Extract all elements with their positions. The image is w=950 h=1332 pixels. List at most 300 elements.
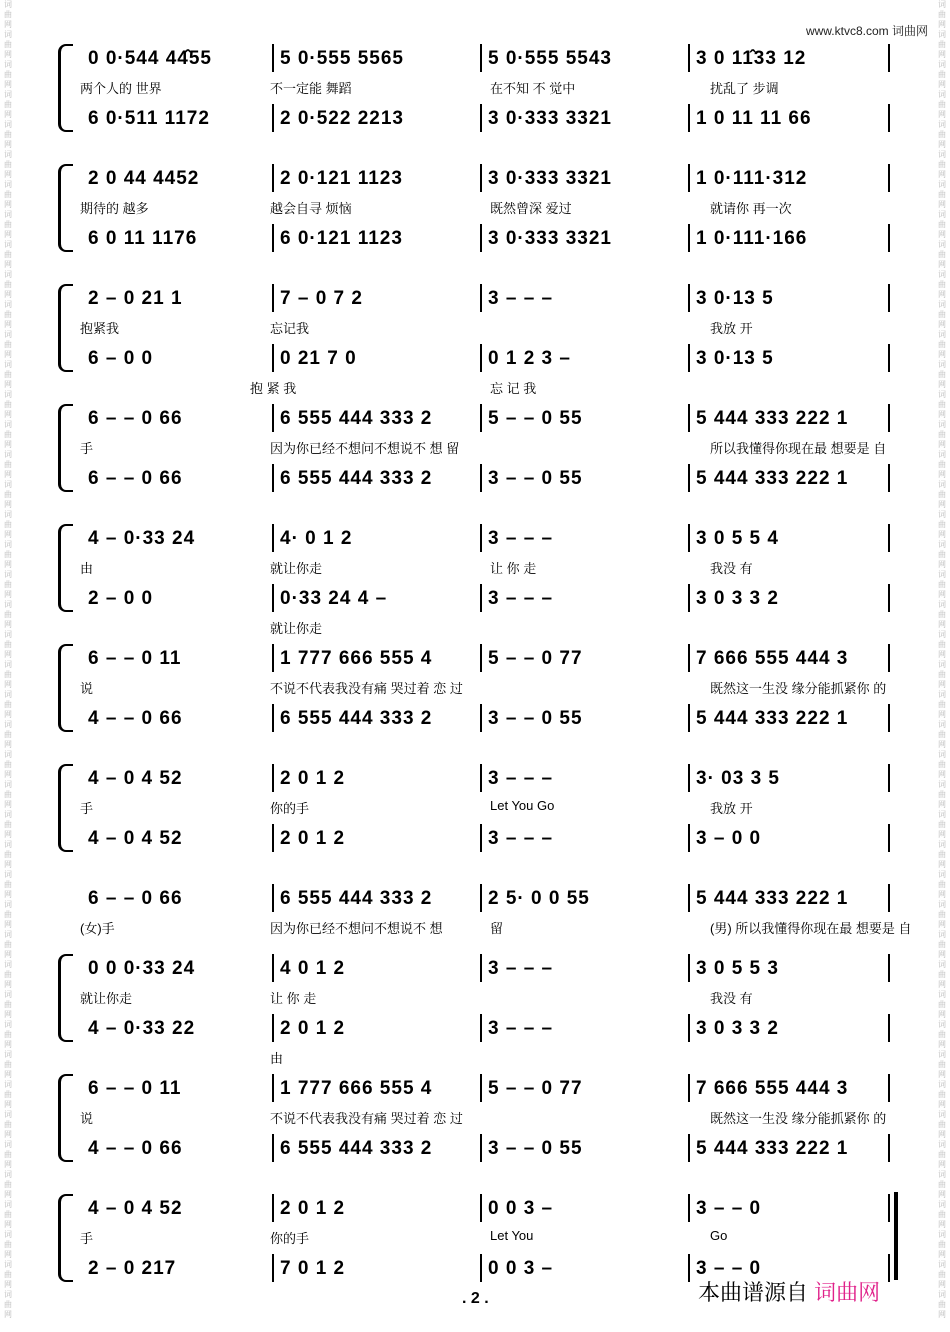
barline: [480, 404, 482, 432]
barline: [272, 584, 274, 612]
watermark-text: 词 曲 网: [938, 990, 946, 1019]
barline: [888, 884, 890, 912]
watermark-text: 词 曲 网: [4, 900, 12, 929]
watermark-text: 词 曲 网: [4, 270, 12, 299]
measure-notes: 3 0·13 5: [696, 288, 774, 309]
barline: [272, 224, 274, 252]
upper-voice-row: [70, 48, 894, 96]
site-brand: 词曲网: [891, 24, 928, 38]
watermark-text: 词 曲 网: [938, 780, 946, 809]
measure-notes: 4 – 0 4 52: [88, 828, 183, 849]
watermark-text: 词 曲 网: [938, 870, 946, 899]
watermark-text: 词 曲 网: [4, 720, 12, 749]
measure-notes: 6 – – 0 66: [88, 468, 183, 489]
watermark-text: 词 曲 网: [4, 150, 12, 179]
barline: [688, 344, 690, 372]
lyric-line: 越会自寻 烦恼: [270, 201, 352, 216]
watermark-text: 词 曲 网: [4, 1200, 12, 1229]
lyric-line: 忘记我: [270, 321, 310, 336]
barline: [272, 104, 274, 132]
barline: [688, 954, 690, 982]
measure-notes: 2 – 0 0: [88, 588, 154, 609]
barline: [888, 644, 890, 672]
barline: [888, 224, 890, 252]
barline: [688, 524, 690, 552]
measure-notes: 4 – 0·33 22: [88, 1018, 196, 1039]
watermark-text: 词 曲 网: [4, 510, 12, 539]
measure-notes: 3 – – 0 55: [488, 1138, 583, 1159]
lyric-line: 不说不代表我没有痛 哭过着 恋 过: [270, 681, 463, 696]
watermark-text: 词 曲 网: [4, 120, 12, 149]
barline: [480, 1194, 482, 1222]
measure-notes: 4 0 1 2: [280, 958, 346, 979]
watermark-text: 词 曲 网: [4, 840, 12, 869]
upper-voice-row: [70, 958, 894, 1006]
barline: [272, 464, 274, 492]
measure-notes: 4 – – 0 66: [88, 708, 183, 729]
measure-notes: 2 5· 0 0 55: [488, 888, 590, 909]
lyric-line: 说: [80, 1111, 94, 1126]
watermark-text: 词 曲 网: [4, 90, 12, 119]
measure-notes: 5 – – 0 77: [488, 1078, 583, 1099]
barline: [888, 464, 890, 492]
watermark-text: 词 曲 网: [4, 300, 12, 329]
barline: [272, 524, 274, 552]
score-system: [58, 648, 894, 732]
measure-notes: 7 666 555 444 3: [696, 1078, 849, 1099]
upper-voice-row: [70, 1198, 894, 1246]
measure-notes: 3 – – –: [488, 958, 554, 979]
barline: [688, 104, 690, 132]
watermark-text: 词 曲 网: [938, 1050, 946, 1079]
watermark-text: 词 曲 网: [938, 660, 946, 689]
measure-notes: 3 – – 0 55: [488, 708, 583, 729]
barline: [272, 764, 274, 792]
barline: [688, 164, 690, 192]
watermark-text: 词 曲 网: [938, 1140, 946, 1169]
barline: [272, 1194, 274, 1222]
watermark-text: 词 曲 网: [938, 810, 946, 839]
measure-notes: 6 – – 0 11: [88, 1078, 182, 1099]
barline: [888, 524, 890, 552]
watermark-text: 词 曲 网: [938, 270, 946, 299]
watermark-text: 词 曲 网: [938, 300, 946, 329]
barline: [888, 404, 890, 432]
lyric-line: (男) 所以我懂得你现在最 想要是 自: [710, 921, 912, 936]
lower-voice-row: [70, 1138, 894, 1164]
watermark-text: 词 曲 网: [938, 450, 946, 479]
lyric-line: 不一定能 舞蹈: [270, 81, 352, 96]
upper-voice-row: [70, 1078, 894, 1126]
measure-notes: 0 0 0·33 24: [88, 958, 196, 979]
barline: [480, 1014, 482, 1042]
measure-notes: 3 0 5 5 3: [696, 958, 779, 979]
watermark-text: 词 曲 网: [4, 1020, 12, 1049]
barline: [272, 344, 274, 372]
watermark-text: 词 曲 网: [938, 630, 946, 659]
barline: [480, 824, 482, 852]
measure-notes: 5 – – 0 55: [488, 408, 583, 429]
measure-notes: 6 – 0 0: [88, 348, 154, 369]
watermark-text: 词 曲 网: [4, 1290, 12, 1319]
lower-voice-row: [70, 1018, 894, 1066]
watermark-text: 词 曲 网: [4, 960, 12, 989]
measure-notes: 3 0·333 3321: [488, 168, 612, 189]
measure-notes: 3 0·13 5: [696, 348, 774, 369]
watermark-text: 词 曲 网: [938, 360, 946, 389]
barline: [272, 284, 274, 312]
measure-notes: 3 0 11̂33 12: [696, 48, 807, 69]
measure-notes: 3 – – –: [488, 288, 554, 309]
barline: [480, 1074, 482, 1102]
watermark-text: 词 曲 网: [938, 1020, 946, 1049]
barline: [272, 404, 274, 432]
watermark-text: 词 曲 网: [938, 30, 946, 59]
measure-notes: 4· 0 1 2: [280, 528, 353, 549]
measure-notes: 1 777 666 555 4: [280, 648, 433, 669]
watermark-text: 词 曲 网: [938, 0, 946, 29]
site-url[interactable]: www.ktvc8.com: [805, 24, 889, 38]
measure-notes: 2 0 1 2: [280, 1198, 346, 1219]
lyric-line: 手: [80, 801, 94, 816]
score-system: [58, 768, 894, 852]
barline: [272, 164, 274, 192]
barline: [888, 1014, 890, 1042]
barline: [888, 824, 890, 852]
lyric-line: 抱紧我: [80, 321, 120, 336]
watermark-text: 词 曲 网: [4, 1050, 12, 1079]
lyric-line: 说: [80, 681, 94, 696]
measure-notes: 6 0 11 1176: [88, 228, 198, 249]
barline: [888, 1074, 890, 1102]
score-system: [58, 408, 894, 492]
measure-notes: 4 – – 0 66: [88, 1138, 183, 1159]
watermark-text: 词 曲 网: [4, 450, 12, 479]
watermark-text: 词 曲 网: [4, 1140, 12, 1169]
watermark-text: 词 曲 网: [4, 390, 12, 419]
barline: [688, 1014, 690, 1042]
watermark-text: 词 曲 网: [938, 330, 946, 359]
measure-notes: 2 – 0 21 1: [88, 288, 183, 309]
watermark-text: 词 曲 网: [938, 1080, 946, 1109]
measure-notes: 3 – 0 0: [696, 828, 762, 849]
watermark-text: 词 曲 网: [4, 540, 12, 569]
measure-notes: 5 444 333 222 1: [696, 1138, 849, 1159]
lyric-line: 因为你已经不想问不想说不 想 留: [270, 441, 460, 456]
lyric-line: 不说不代表我没有痛 哭过着 恋 过: [270, 1111, 463, 1126]
barline: [888, 954, 890, 982]
watermark-text: 词 曲 网: [4, 570, 12, 599]
lyric-line: 手: [80, 441, 94, 456]
watermark-text: 词 曲 网: [4, 360, 12, 389]
upper-voice-row: [70, 648, 894, 696]
measure-notes: 3 0·333 3321: [488, 108, 612, 129]
watermark-text: 词 曲 网: [938, 960, 946, 989]
lyric-line: Let You Go: [490, 798, 555, 813]
lyric-line: 你的手: [270, 801, 310, 816]
lyric-line: 就让你走: [270, 561, 323, 576]
lyric-line: 就让你走: [270, 621, 323, 636]
measure-notes: 3· 03 3 5: [696, 768, 780, 789]
measure-notes: 2 0 1 2: [280, 768, 346, 789]
measure-notes: 5 444 333 222 1: [696, 888, 849, 909]
measure-notes: 3 – – 0 55: [488, 468, 583, 489]
barline: [888, 44, 890, 72]
barline: [272, 644, 274, 672]
lyric-line: 我没 有: [710, 561, 753, 576]
barline: [688, 404, 690, 432]
watermark-text: 词 曲 网: [4, 750, 12, 779]
lyric-line: 让 你 走: [490, 561, 537, 576]
measure-notes: 1 777 666 555 4: [280, 1078, 433, 1099]
barline: [272, 44, 274, 72]
watermark-text: 词 曲 网: [938, 1170, 946, 1199]
barline: [480, 644, 482, 672]
watermark-text: 词 曲 网: [938, 510, 946, 539]
barline: [272, 824, 274, 852]
score-system: [58, 288, 894, 396]
barline: [480, 704, 482, 732]
watermark-text: 词 曲 网: [4, 780, 12, 809]
measure-notes: 0 0 3 –: [488, 1258, 554, 1279]
barline: [688, 284, 690, 312]
watermark-text: 词 曲 网: [938, 240, 946, 269]
barline: [888, 704, 890, 732]
watermark-text: 词 曲 网: [4, 870, 12, 899]
barline: [272, 1134, 274, 1162]
measure-notes: 5 444 333 222 1: [696, 468, 849, 489]
barline: [480, 284, 482, 312]
measure-notes: 4 – 0 4 52: [88, 1198, 183, 1219]
lyric-line: 我没 有: [710, 991, 753, 1006]
lyric-line: 既然曾深 爱过: [490, 201, 572, 216]
measure-notes: 2 0·522 2213: [280, 108, 404, 129]
measure-notes: 6 0·511 1172: [88, 108, 210, 129]
measure-notes: 3 0 5 5 4: [696, 528, 779, 549]
upper-voice-row: [70, 768, 894, 816]
measure-notes: 5 0·555 5565: [280, 48, 404, 69]
barline: [480, 104, 482, 132]
lower-voice-row: [70, 828, 894, 854]
final-barline: [894, 1192, 898, 1280]
measure-notes: 3 – – 0: [696, 1198, 762, 1219]
lyric-line: Go: [710, 1228, 728, 1243]
site-header: [806, 22, 928, 39]
barline: [480, 524, 482, 552]
barline: [480, 1134, 482, 1162]
watermark-text: 词 曲 网: [4, 810, 12, 839]
watermark-text: 词 曲 网: [938, 120, 946, 149]
watermark-text: 词 曲 网: [938, 180, 946, 209]
barline: [688, 824, 690, 852]
measure-notes: 7 666 555 444 3: [696, 648, 849, 669]
watermark-text: 词 曲 网: [938, 1260, 946, 1289]
barline: [480, 1254, 482, 1282]
measure-notes: 3 – – 0: [696, 1258, 762, 1279]
lyric-line: 两个人的 世界: [80, 81, 162, 96]
watermark-text: 词 曲 网: [938, 1200, 946, 1229]
measure-notes: 0·33 24 4 –: [280, 588, 388, 609]
measure-notes: 7 – 0 7 2: [280, 288, 363, 309]
watermark-text: 词 曲 网: [4, 420, 12, 449]
watermark-text: 词 曲 网: [4, 600, 12, 629]
measure-notes: 3 – – –: [488, 768, 554, 789]
lower-voice-row: [70, 228, 894, 254]
barline: [272, 884, 274, 912]
watermark-text: 词 曲 网: [938, 390, 946, 419]
watermark-text: 词 曲 网: [938, 930, 946, 959]
score-system: [58, 1198, 894, 1282]
upper-voice-row: [70, 888, 912, 936]
lyric-line: 既然这一生没 缘分能抓紧你 的: [710, 1111, 887, 1126]
watermark-strip-right: [934, 0, 950, 1332]
barline: [888, 1194, 890, 1222]
lyric-line: 让 你 走: [270, 991, 317, 1006]
watermark-text: 词 曲 网: [4, 240, 12, 269]
lower-voice-row: [70, 108, 894, 134]
barline: [480, 464, 482, 492]
watermark-text: 词 曲 网: [4, 30, 12, 59]
watermark-strip-left: [0, 0, 16, 1332]
measure-notes: 3 – – –: [488, 1018, 554, 1039]
lyric-line: 抱 紧 我: [250, 381, 297, 396]
watermark-text: 词 曲 网: [938, 690, 946, 719]
measure-notes: 2 0 1 2: [280, 1018, 346, 1039]
lyric-line: 就请你 再一次: [710, 201, 792, 216]
watermark-text: 词 曲 网: [938, 150, 946, 179]
barline: [688, 224, 690, 252]
lyric-line: 你的手: [270, 1231, 310, 1246]
measure-notes: 6 – – 0 66: [88, 888, 183, 909]
barline: [888, 104, 890, 132]
watermark-text: 词 曲 网: [4, 330, 12, 359]
watermark-text: 词 曲 网: [938, 600, 946, 629]
measure-notes: 6 555 444 333 2: [280, 708, 433, 729]
watermark-text: 词 曲 网: [938, 570, 946, 599]
barline: [888, 764, 890, 792]
lower-voice-row: [70, 468, 894, 494]
measure-notes: 6 555 444 333 2: [280, 1138, 433, 1159]
lower-voice-row: [70, 348, 894, 396]
measure-notes: 3 0 3 3 2: [696, 1018, 779, 1039]
measure-notes: 1 0·111·312: [696, 168, 808, 189]
score-system: [58, 958, 894, 1066]
barline: [688, 884, 690, 912]
barline: [272, 704, 274, 732]
barline: [272, 954, 274, 982]
measure-notes: 5 0·555 5543: [488, 48, 612, 69]
barline: [688, 1074, 690, 1102]
measure-notes: 4 – 0 4 52: [88, 768, 183, 789]
measure-notes: 6 555 444 333 2: [280, 408, 433, 429]
watermark-text: 词 曲 网: [938, 540, 946, 569]
lyric-line: 我放 开: [710, 321, 753, 336]
watermark-text: 词 曲 网: [938, 900, 946, 929]
watermark-text: 词 曲 网: [938, 1290, 946, 1319]
page-number: . 2 .: [462, 1290, 489, 1307]
lyric-line: Let You: [490, 1228, 534, 1243]
barline: [480, 954, 482, 982]
measure-notes: 6 0·121 1123: [280, 228, 403, 249]
watermark-text: 词 曲 网: [4, 930, 12, 959]
watermark-text: 词 曲 网: [938, 750, 946, 779]
lower-voice-row: [70, 708, 894, 734]
watermark-text: 词 曲 网: [4, 990, 12, 1019]
upper-voice-row: [70, 288, 894, 336]
barline: [888, 164, 890, 192]
barline: [480, 164, 482, 192]
lyric-line: 因为你已经不想问不想说不 想: [270, 921, 443, 936]
barline: [688, 584, 690, 612]
watermark-text: 词 曲 网: [938, 840, 946, 869]
score-system: [58, 888, 912, 936]
lyric-line: 就让你走: [80, 991, 133, 1006]
measure-notes: 4 – 0·33 24: [88, 528, 196, 549]
lyric-line: 扰乱了 步调: [710, 81, 779, 96]
barline: [688, 704, 690, 732]
lyric-line: 期待的 越多: [80, 201, 149, 216]
barline: [480, 344, 482, 372]
measure-notes: 0 1 2 3 –: [488, 348, 571, 369]
source-brand[interactable]: 词曲网: [814, 1280, 881, 1305]
source-text: 本曲谱源自: [698, 1280, 809, 1305]
measure-notes: 0 0·544 44̂55: [88, 48, 212, 69]
measure-notes: 7 0 1 2: [280, 1258, 346, 1279]
lyric-line: 忘 记 我: [490, 381, 537, 396]
upper-voice-row: [70, 408, 894, 456]
watermark-text: 词 曲 网: [4, 0, 12, 29]
measure-notes: 3 0·333 3321: [488, 228, 612, 249]
barline: [688, 764, 690, 792]
watermark-text: 词 曲 网: [938, 60, 946, 89]
watermark-text: 词 曲 网: [938, 90, 946, 119]
watermark-text: 词 曲 网: [938, 720, 946, 749]
barline: [480, 224, 482, 252]
watermark-text: 词 曲 网: [938, 420, 946, 449]
barline: [272, 1074, 274, 1102]
measure-notes: 6 555 444 333 2: [280, 468, 433, 489]
lyric-line: 由: [80, 561, 94, 576]
measure-notes: 1 0·111·166: [696, 228, 808, 249]
watermark-text: 词 曲 网: [4, 210, 12, 239]
watermark-text: 词 曲 网: [938, 1230, 946, 1259]
measure-notes: 5 444 333 222 1: [696, 408, 849, 429]
lyric-line: 由: [270, 1051, 284, 1066]
measure-notes: 5 – – 0 77: [488, 648, 583, 669]
lyric-line: (女)手: [80, 921, 115, 936]
lower-voice-row: [70, 588, 894, 636]
lyric-line: 所以我懂得你现在最 想要是 自: [710, 441, 887, 456]
barline: [688, 44, 690, 72]
barline: [888, 1134, 890, 1162]
watermark-text: 词 曲 网: [4, 690, 12, 719]
barline: [888, 344, 890, 372]
barline: [888, 284, 890, 312]
lyric-line: 我放 开: [710, 801, 753, 816]
barline: [272, 1254, 274, 1282]
measure-notes: 0 0 3 –: [488, 1198, 554, 1219]
measure-notes: 0 21 7 0: [280, 348, 357, 369]
barline: [688, 464, 690, 492]
measure-notes: 3 – – –: [488, 828, 554, 849]
measure-notes: 3 – – –: [488, 528, 554, 549]
watermark-text: 词 曲 网: [4, 60, 12, 89]
measure-notes: 2 – 0 217: [88, 1258, 177, 1279]
lyric-line: 留: [490, 921, 504, 936]
lyric-line: 手: [80, 1231, 94, 1246]
score-system: [58, 168, 894, 252]
barline: [480, 44, 482, 72]
